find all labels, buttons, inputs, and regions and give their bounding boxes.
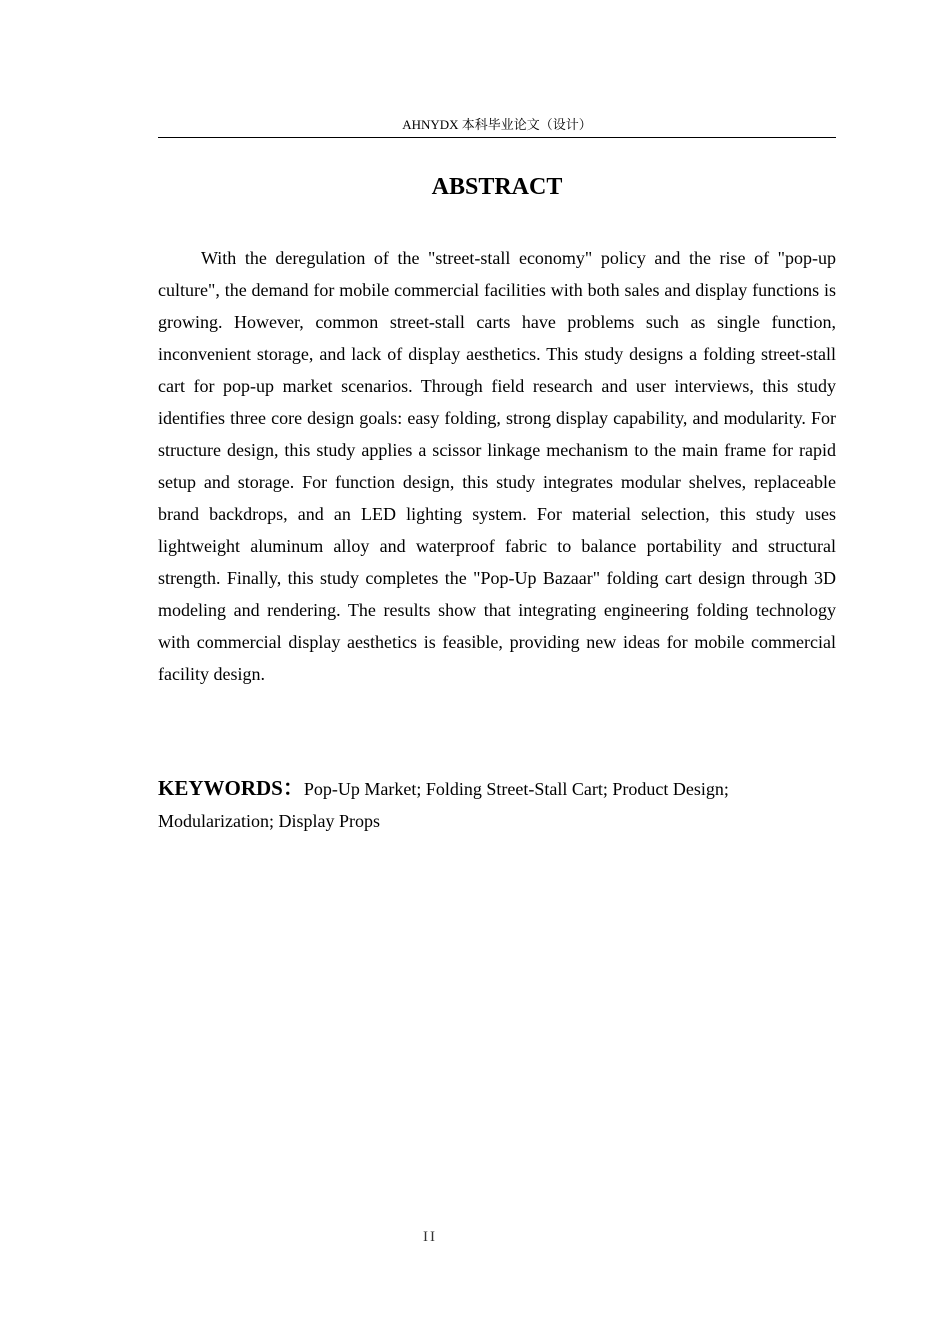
keywords-label: KEYWORDS：	[158, 776, 304, 800]
abstract-body: With the deregulation of the "street-stall economy" policy and the rise of "pop-up culture", the demand for mobile commercial facilities with both sales and display functions is growing. However, common street-stall carts have problems such as single function, inconvenient storage, and lack of display aesthetics. This study designs a folding street-stall cart for pop-up market scenarios. Through field research and user interviews, this study identifies three core design goals: easy folding, strong display capability, and modularity. For structure design, this study applies a scissor linkage mechanism to the main frame for rapid setup and storage. For function design, this study integrates modular shelves, replaceable brand backdrops, and an LED lighting system. For material selection, this study uses lightweight aluminum alloy and waterproof fabric to balance portability and structural strength. Finally, this study completes the "Pop-Up Bazaar" folding cart design through 3D modeling and rendering. The results show that integrating engineering folding technology with commercial display aesthetics is feasible, providing new ideas for mobile commercial facility design.	[158, 248, 836, 684]
keywords-block	[158, 772, 836, 837]
page-number: II	[423, 1229, 437, 1245]
header-rule	[158, 137, 836, 138]
running-header: AHNYDX 本科毕业论文（设计）	[402, 117, 592, 132]
abstract-title: ABSTRACT	[431, 174, 563, 200]
keywords-text: Pop-Up Market; Folding Street-Stall Cart; Product Design; Modularization; Display Props	[158, 779, 729, 831]
